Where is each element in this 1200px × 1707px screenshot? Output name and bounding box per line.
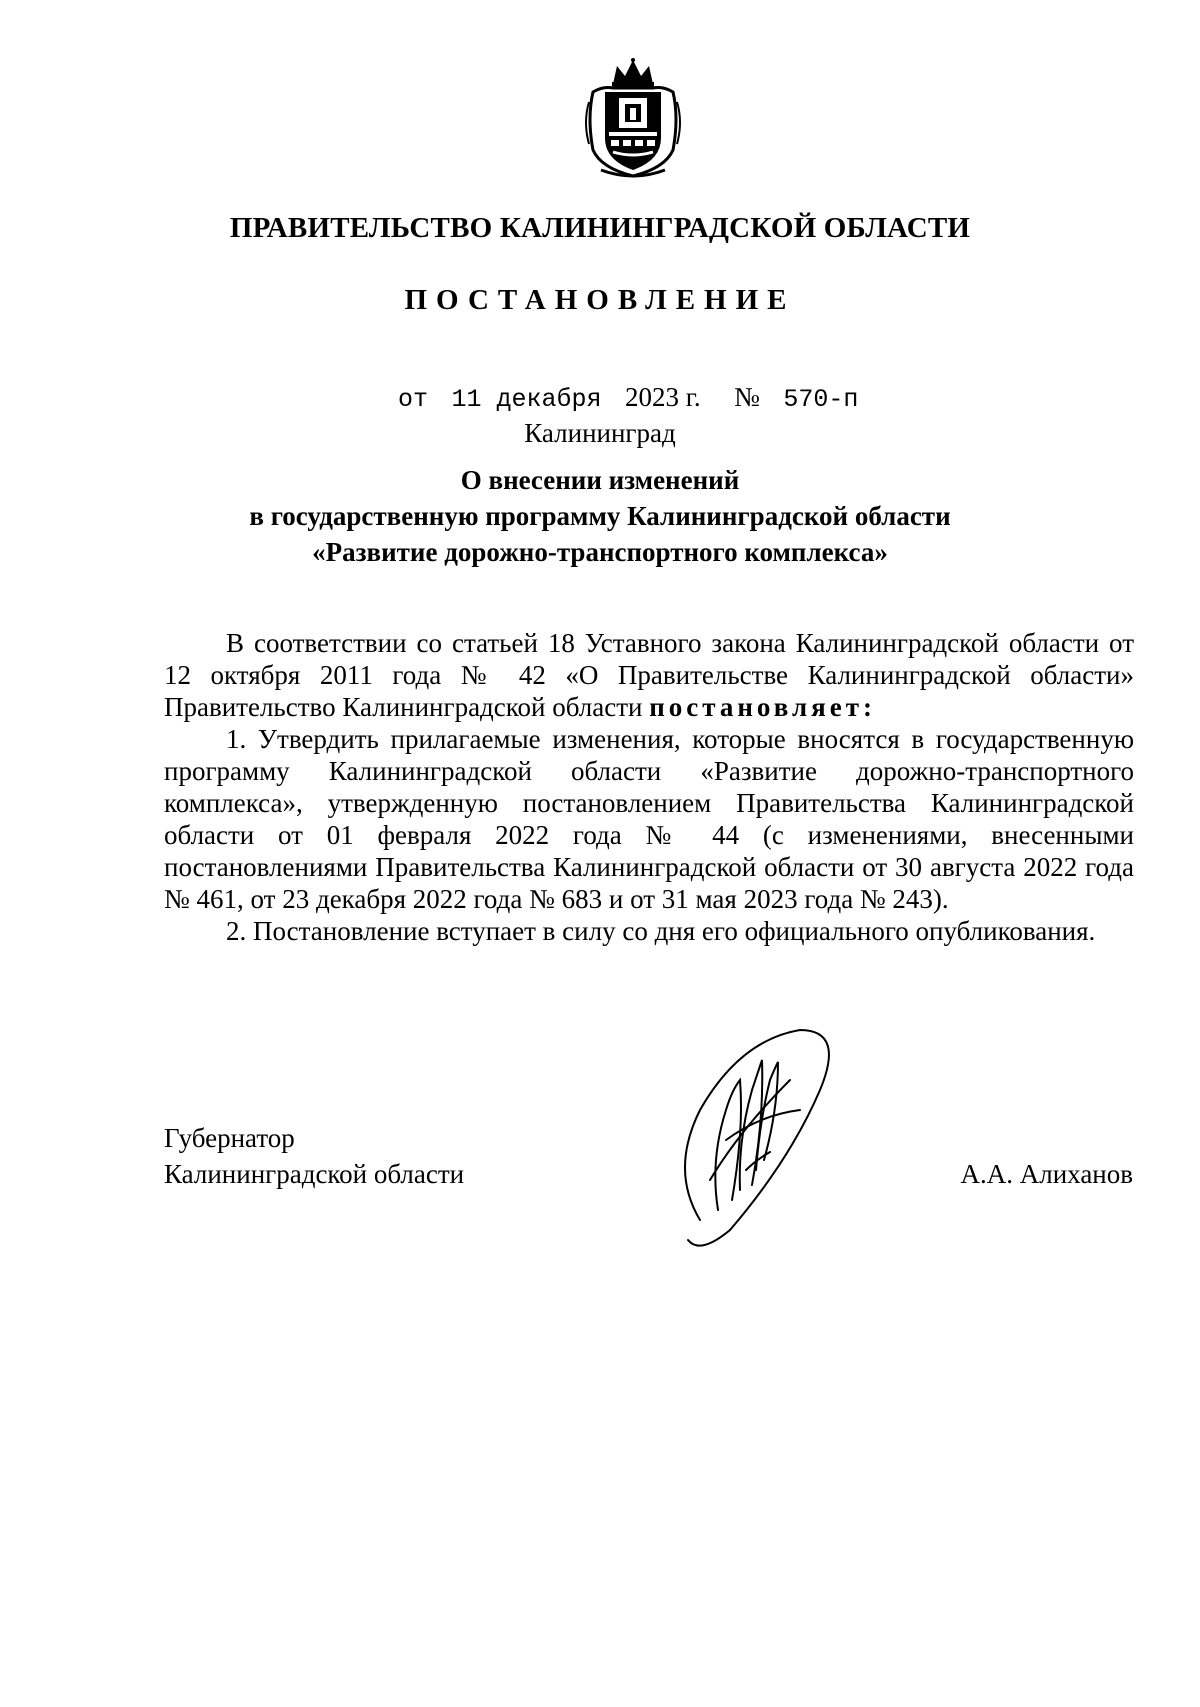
subject-line-1: О внесении изменений (460, 465, 740, 495)
city-name: Калининград (524, 418, 676, 448)
subject-line-2: в государственную программу Калининградской области (249, 501, 951, 531)
document-number: 570-п (783, 385, 859, 414)
organization-title: ПРАВИТЕЛЬСТВО КАЛИНИНГРАДСКОЙ ОБЛАСТИ (229, 212, 971, 244)
signatory-position (164, 1120, 464, 1192)
date-prefix: от (398, 385, 429, 414)
year-suffix: г. (685, 382, 701, 412)
subject-line-3: «Развитие дорожно-транспортного комплекса» (312, 537, 888, 567)
decree-word: постановляет: (649, 692, 876, 722)
number-sign: № (734, 382, 760, 412)
position-line-1: Губернатор (164, 1123, 295, 1153)
kaliningrad-coat-of-arms-icon (583, 58, 683, 182)
signatory-name: А.А. Алиханов (960, 1159, 1133, 1189)
document-body (164, 627, 1134, 947)
document-type-title: ПОСТАНОВЛЕНИЕ (404, 284, 796, 316)
document-subject (100, 462, 1100, 570)
preamble-text: В соответствии со статьей 18 Уставного закона Калининградской области от 12 октября 2011 года № 42 «О Правительстве Калининградской области» Правительство Калининградской области (164, 628, 1134, 722)
handwritten-signature-icon (660, 1020, 850, 1260)
item-1-paragraph: 1. Утвердить прилагаемые изменения, которые вносятся в государственную программу Калининградской области «Развитие дорожно-транспортного комплекса», утвержденную постановлением Правительства Калининградской области от 01 февраля 2022 года № 44 (с изменениями, внесенными постановлениями Правительства Калининградской области от 30 августа 2022 года № 461, от 23 декабря 2022 года № 683 и от 31 мая 2023 года № 243). (164, 724, 1134, 914)
position-line-2: Калининградской области (164, 1159, 465, 1189)
date-number-line (398, 382, 858, 414)
preamble-paragraph (164, 627, 1134, 723)
date-day-month: 11 декабря (451, 385, 602, 414)
date-year: 2023 (625, 382, 680, 412)
item-2-paragraph: 2. Постановление вступает в силу со дня его официального опубликования. (226, 916, 1096, 946)
